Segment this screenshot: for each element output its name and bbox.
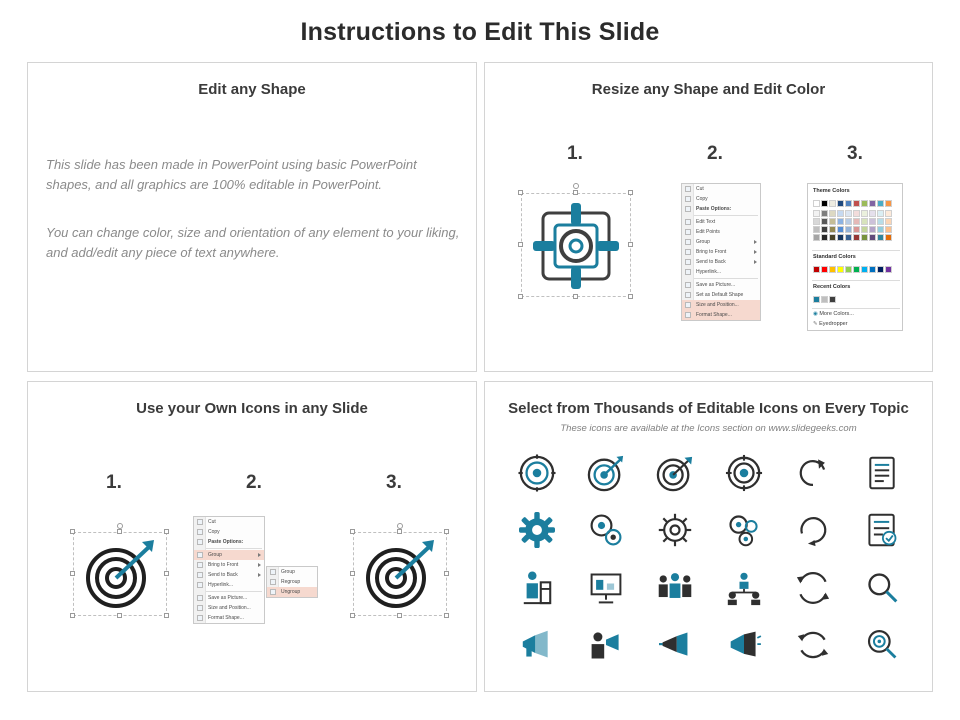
context-menu-label: Paste Options: <box>208 539 244 545</box>
gear-solid-icon <box>519 512 555 548</box>
paste-icon <box>685 206 691 212</box>
eyedropper-item[interactable] <box>813 321 848 327</box>
resize-handle-bottom-center[interactable] <box>117 613 122 618</box>
panel-heading-edit-shape: Edit any Shape <box>198 81 306 98</box>
context-menu-label: Paste Options: <box>696 206 732 212</box>
context-menu-label: Copy <box>208 529 220 535</box>
context-menu-item-save-as-picture[interactable] <box>194 593 264 603</box>
edit-shape-paragraph-2: You can change color, size and orientation of any element to your liking, and add/edit any piece of text anywhere. <box>46 225 460 260</box>
hyperlink-icon <box>685 269 691 275</box>
icon-target-dart[interactable] <box>641 444 710 502</box>
theme-row-4[interactable] <box>813 226 899 234</box>
icon-people-group[interactable] <box>641 559 710 617</box>
context-menu-label: Cut <box>696 186 704 192</box>
icons-step-number-2: 2. <box>246 472 262 493</box>
context-menu-label: Group <box>696 239 710 245</box>
bullhorn-icon <box>657 629 693 661</box>
people-group-icon <box>656 571 694 605</box>
submenu-item-group[interactable] <box>267 567 317 577</box>
target-circle-icon <box>518 454 556 492</box>
checklist-document-icon <box>865 512 899 548</box>
person-podium-icon <box>520 569 554 607</box>
page-title: Instructions to Edit This Slide <box>300 18 660 46</box>
recycle-arrows-icon <box>795 628 831 662</box>
submenu-item-ungroup[interactable] <box>267 587 317 597</box>
context-menu-label: Format Shape... <box>208 615 244 621</box>
context-menu-item-hyperlink[interactable] <box>682 267 760 277</box>
context-menu-label: Save as Picture... <box>696 282 736 288</box>
send-to-back-icon <box>197 572 203 578</box>
color-picker-separator <box>812 250 900 251</box>
panel-resize-shape-edit-color <box>484 62 933 372</box>
selection-frame <box>73 532 167 616</box>
color-picker-separator <box>812 280 900 281</box>
resize-handle-middle-right[interactable] <box>628 242 633 247</box>
context-menu-label: Copy <box>696 196 708 202</box>
resize-handle-top-right[interactable] <box>444 529 449 534</box>
resize-handle-top-left[interactable] <box>518 190 523 195</box>
icon-refresh-arrow[interactable] <box>778 502 847 560</box>
more-colors-label: More Colors... <box>819 311 854 317</box>
icon-bullhorn[interactable] <box>641 617 710 675</box>
refresh-clockwise-icon <box>796 456 830 490</box>
eyedropper-icon: ✎ <box>813 321 818 327</box>
context-menu-label: Bring to Front <box>696 249 727 255</box>
chevron-right-icon <box>258 573 261 577</box>
context-menu-label: Save as Picture... <box>208 595 248 601</box>
icon-gears-double[interactable] <box>572 502 641 560</box>
icons-step-number-1: 1. <box>106 472 122 493</box>
resize-handle-top-center[interactable] <box>117 529 122 534</box>
selection-frame <box>521 193 631 297</box>
chevron-right-icon <box>754 240 757 244</box>
icon-gears-triple[interactable] <box>710 502 779 560</box>
gear-outline-icon <box>657 512 693 548</box>
panel-use-own-icons <box>27 381 477 692</box>
magnifier-icon <box>865 571 899 605</box>
icon-person-megaphone[interactable] <box>572 617 641 675</box>
context-menu-item-group[interactable] <box>682 237 760 247</box>
theme-row-5[interactable] <box>813 234 899 242</box>
size-position-icon <box>197 605 203 611</box>
resize-handle-bottom-right[interactable] <box>444 613 449 618</box>
resize-handle-bottom-right[interactable] <box>164 613 169 618</box>
team-network-icon <box>726 570 762 606</box>
refresh-arrow-icon <box>796 513 830 547</box>
context-menu-separator <box>684 215 758 216</box>
icon-target-circle[interactable] <box>503 444 572 502</box>
icon-target-arrow[interactable] <box>572 444 641 502</box>
resize-handle-middle-right[interactable] <box>164 571 169 576</box>
context-menu-item-format-shape[interactable] <box>682 310 760 320</box>
resize-handle-top-left[interactable] <box>350 529 355 534</box>
format-shape-icon <box>197 615 203 621</box>
theme-row-3[interactable] <box>813 218 899 226</box>
resize-step-number-1: 1. <box>567 143 583 164</box>
group-icon <box>270 569 276 575</box>
size-position-icon <box>685 302 691 308</box>
context-menu-label: Format Shape... <box>696 312 732 318</box>
context-menu-label: Group <box>208 552 222 558</box>
icon-document-list[interactable] <box>847 444 916 502</box>
target-crosshair-icon <box>725 454 763 492</box>
context-menu-item-size-and-position[interactable] <box>194 603 264 613</box>
icon-gear-outline[interactable] <box>641 502 710 560</box>
copy-icon <box>197 529 203 535</box>
own-icon-selected-graphic-2[interactable] <box>350 522 450 622</box>
context-menu-label: Cut <box>208 519 216 525</box>
icon-target-crosshair[interactable] <box>710 444 779 502</box>
context-menu-label: Hyperlink... <box>696 269 722 275</box>
edit-shape-paragraph-1: This slide has been made in PowerPoint using basic PowerPoint shapes, and all graphics are 100% editable in PowerPoint. <box>46 157 417 192</box>
loudspeaker-icon <box>726 629 762 661</box>
resize-handle-top-left[interactable] <box>70 529 75 534</box>
presentation-person-icon <box>588 570 624 606</box>
resize-handle-bottom-left[interactable] <box>350 613 355 618</box>
standard-colors-label: Standard Colors <box>813 254 856 260</box>
standard-colors-row[interactable] <box>813 266 899 274</box>
color-picker-title: Theme Colors <box>813 188 850 194</box>
context-menu-item-format-shape[interactable] <box>194 613 264 623</box>
icon-magnifier[interactable] <box>847 559 916 617</box>
copy-icon <box>685 196 691 202</box>
submenu-label: Ungroup <box>281 589 301 595</box>
edit-points-icon <box>685 229 691 235</box>
icon-recycle-arrows[interactable] <box>778 617 847 675</box>
context-menu-item-set-default-shape[interactable] <box>682 290 760 300</box>
bring-to-front-icon <box>197 562 203 568</box>
save-picture-icon <box>685 282 691 288</box>
bring-to-front-icon <box>685 249 691 255</box>
resize-handle-middle-left[interactable] <box>518 242 523 247</box>
paste-icon <box>197 539 203 545</box>
color-picker-dropdown[interactable] <box>807 183 903 331</box>
resize-handle-top-center[interactable] <box>397 529 402 534</box>
person-megaphone-icon <box>588 628 624 662</box>
panel-edit-any-shape <box>27 62 477 372</box>
context-menu-item-bring-to-front[interactable] <box>194 560 264 570</box>
shape-context-menu[interactable] <box>681 183 761 321</box>
chevron-right-icon <box>258 563 261 567</box>
chevron-right-icon <box>754 250 757 254</box>
context-menu-label: Bring to Front <box>208 562 239 568</box>
context-menu-item-hyperlink[interactable] <box>194 580 264 590</box>
context-menu-label: Edit Points <box>696 229 720 235</box>
icon-gear-solid[interactable] <box>503 502 572 560</box>
resize-handle-top-center[interactable] <box>573 190 578 195</box>
context-menu-separator <box>684 278 758 279</box>
resize-handle-top-right[interactable] <box>628 190 633 195</box>
color-picker-separator <box>812 308 900 309</box>
theme-row-1[interactable] <box>813 200 899 208</box>
megaphone-icon <box>519 629 555 661</box>
eyedropper-label: Eyedropper <box>819 321 848 327</box>
sync-arrows-icon <box>795 571 831 605</box>
gears-double-icon <box>588 512 624 548</box>
icon-target-magnifier[interactable] <box>847 617 916 675</box>
panel-heading-resize-shape: Resize any Shape and Edit Color <box>591 81 826 98</box>
icon-checklist-document[interactable] <box>847 502 916 560</box>
group-icon <box>197 552 203 558</box>
context-menu-item-size-and-position[interactable] <box>682 300 760 310</box>
context-menu-item-paste-options[interactable] <box>682 204 760 214</box>
icons-step-number-3: 3. <box>386 472 402 493</box>
icon-sync-arrows[interactable] <box>778 559 847 617</box>
cut-icon <box>197 519 203 525</box>
selection-frame <box>353 532 447 616</box>
panel-icon-library <box>484 381 933 692</box>
cut-icon <box>685 186 691 192</box>
context-menu-item-edit-points[interactable] <box>682 227 760 237</box>
target-arrow-icon <box>587 454 625 492</box>
panel-heading-own-icons: Use your Own Icons in any Slide <box>136 400 368 417</box>
context-menu-item-edit-text[interactable] <box>682 217 760 227</box>
context-menu-item-cut[interactable] <box>682 184 760 194</box>
resize-handle-middle-right[interactable] <box>444 571 449 576</box>
panel-subheading-icon-library: These icons are available at the Icons section on www.slidegeeks.com <box>560 423 857 434</box>
resize-step-number-3: 3. <box>847 143 863 164</box>
recent-colors-row[interactable] <box>813 296 853 304</box>
context-menu-item-copy[interactable] <box>682 194 760 204</box>
icon-megaphone[interactable] <box>503 617 572 675</box>
resize-handle-middle-left[interactable] <box>350 571 355 576</box>
resize-handle-bottom-center[interactable] <box>573 294 578 299</box>
context-menu-item-send-to-back[interactable] <box>682 257 760 267</box>
context-menu-item-send-to-back[interactable] <box>194 570 264 580</box>
group-icon <box>685 239 691 245</box>
target-magnifier-icon <box>865 628 899 662</box>
chevron-right-icon <box>754 260 757 264</box>
context-menu-label: Hyperlink... <box>208 582 234 588</box>
resize-handle-top-right[interactable] <box>164 529 169 534</box>
panel-heading-icon-library: Select from Thousands of Editable Icons on Every Topic <box>508 400 909 417</box>
more-colors-item[interactable] <box>813 311 854 317</box>
own-icon-selected-graphic-1[interactable] <box>70 522 170 622</box>
regroup-icon <box>270 579 276 585</box>
context-menu-item-paste-options[interactable] <box>194 537 264 547</box>
resize-handle-middle-left[interactable] <box>70 571 75 576</box>
context-menu-label: Set as Default Shape <box>696 292 744 298</box>
icon-refresh-clockwise[interactable] <box>778 444 847 502</box>
icon-team-network[interactable] <box>710 559 779 617</box>
context-menu-item-bring-to-front[interactable] <box>682 247 760 257</box>
default-shape-icon <box>685 292 691 298</box>
submenu-label: Group <box>281 569 295 575</box>
resize-shape-selected-graphic[interactable] <box>517 181 635 299</box>
context-menu-item-copy[interactable] <box>194 527 264 537</box>
context-menu-item-save-as-picture[interactable] <box>682 280 760 290</box>
icon-library-grid <box>503 444 916 674</box>
context-menu-item-cut[interactable] <box>194 517 264 527</box>
group-submenu[interactable] <box>266 566 318 598</box>
icon-loudspeaker[interactable] <box>710 617 779 675</box>
resize-handle-bottom-left[interactable] <box>70 613 75 618</box>
document-list-icon <box>865 455 899 491</box>
icon-presentation-person[interactable] <box>572 559 641 617</box>
submenu-label: Regroup <box>281 579 301 585</box>
ungroup-icon <box>270 589 276 595</box>
rotate-handle[interactable] <box>573 183 579 189</box>
context-menu-label: Edit Text <box>696 219 716 225</box>
edit-text-icon <box>685 219 691 225</box>
context-menu-item-group[interactable] <box>194 550 264 560</box>
context-menu-label: Send to Back <box>696 259 726 265</box>
chevron-right-icon <box>258 553 261 557</box>
context-menu-label: Size and Position... <box>208 605 251 611</box>
hyperlink-icon <box>197 582 203 588</box>
recent-colors-label: Recent Colors <box>813 284 851 290</box>
submenu-item-regroup[interactable] <box>267 577 317 587</box>
resize-step-number-2: 2. <box>707 143 723 164</box>
palette-icon: ◉ <box>813 311 818 317</box>
resize-handle-bottom-right[interactable] <box>628 294 633 299</box>
gears-triple-icon <box>726 512 762 548</box>
context-menu-label: Size and Position... <box>696 302 739 308</box>
own-icons-context-menu[interactable] <box>193 516 265 624</box>
resize-handle-bottom-center[interactable] <box>397 613 402 618</box>
theme-row-2[interactable] <box>813 210 899 218</box>
save-picture-icon <box>197 595 203 601</box>
target-dart-icon <box>656 454 694 492</box>
send-to-back-icon <box>685 259 691 265</box>
format-shape-icon <box>685 312 691 318</box>
resize-handle-bottom-left[interactable] <box>518 294 523 299</box>
context-menu-label: Send to Back <box>208 572 238 578</box>
icon-person-podium[interactable] <box>503 559 572 617</box>
